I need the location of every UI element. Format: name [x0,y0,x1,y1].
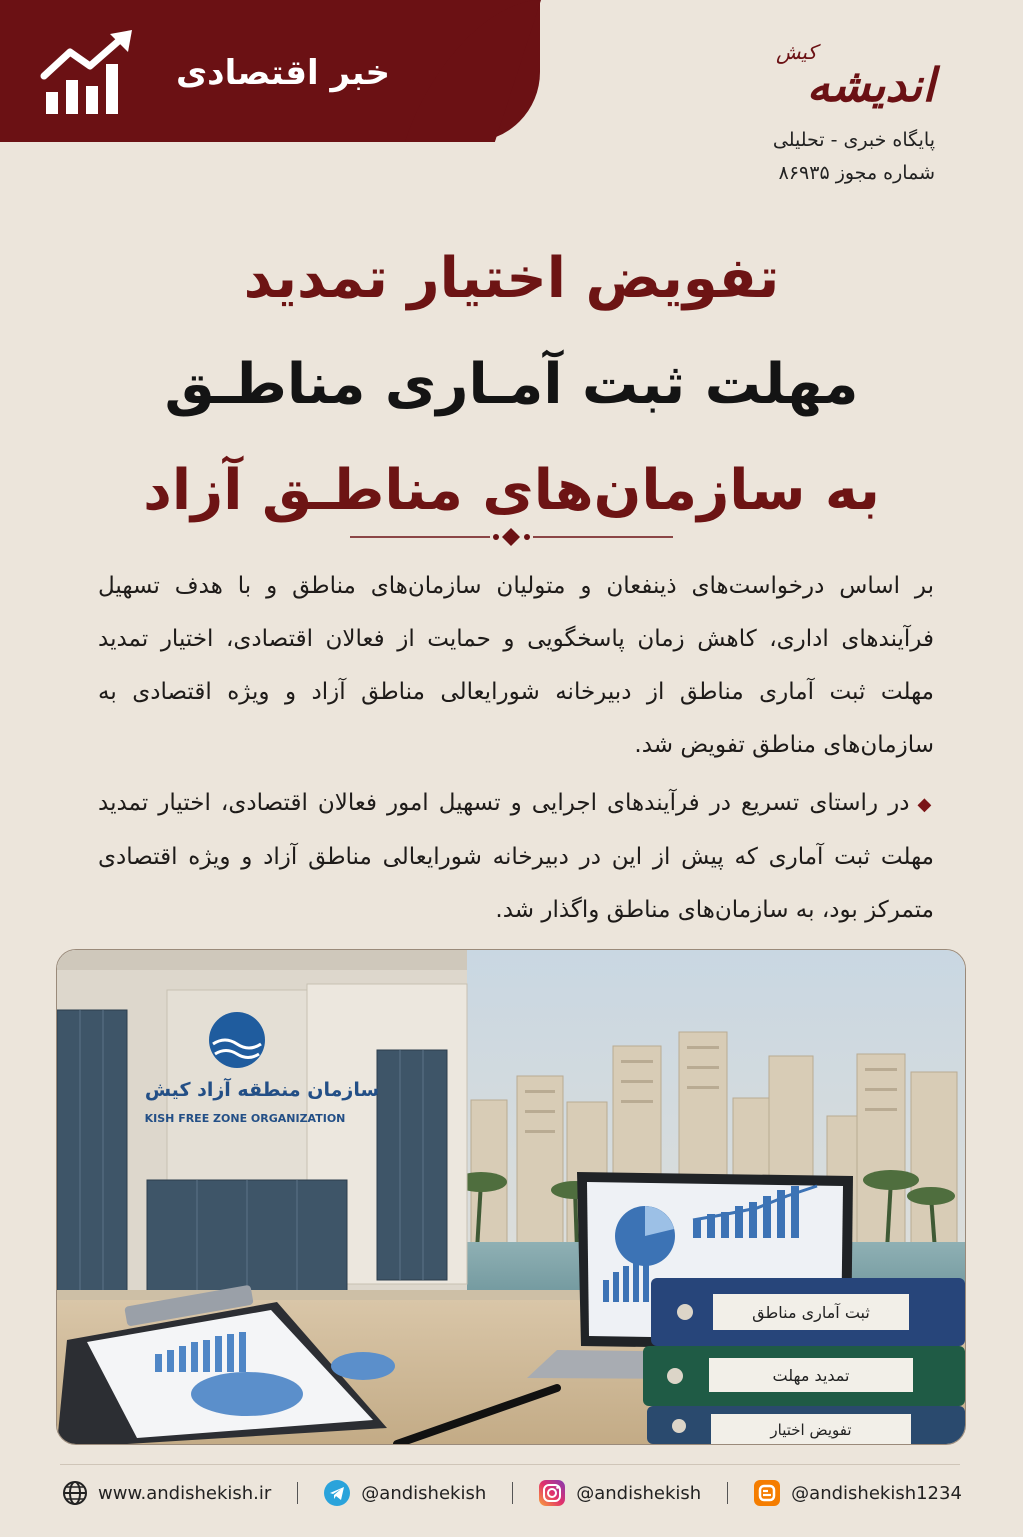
telegram-icon [323,1479,351,1507]
footer-divider [60,1464,960,1465]
ornament-divider [350,527,673,547]
footer-separator [512,1482,513,1504]
instagram-link[interactable] [538,1479,701,1507]
growth-chart-icon [40,30,136,116]
brand-logo [705,40,935,126]
building-sign-en: KISH FREE ZONE ORGANIZATION [144,1112,346,1125]
diamond-bullet-icon: ◆ [917,794,934,815]
blogger-text: @andishekish1234 [791,1482,962,1504]
news-photo [56,949,966,1445]
category-label: خبر اقتصادی [176,53,391,93]
footer [62,1476,962,1510]
footer-separator [727,1482,728,1504]
body-paragraph-1: بر اساس درخواست‌های ذینفعان و متولیان سازمان‌های مناطق و با هدف تسهیل فرآیندهای اداری، کاهش زمان پاسخگویی و حمایت از فعالان اقتصادی، اختیار تمدید مهلت ثبت آماری مناطق از دبیرخانه شورایعالی مناطق آزاد و ویژه اقتصادی به سازمان‌های مناطق تفویض شد. [98,573,934,758]
telegram-link[interactable] [323,1479,486,1507]
headline-line-3: به سازمان‌های مناطـق آزاد [143,458,880,523]
telegram-text: @andishekish [361,1482,487,1504]
logo-small-text: کیش [775,40,817,64]
website-text: www.andishekish.ir [98,1482,272,1504]
tagline-type: پایگاه خبری - تحلیلی [772,129,935,151]
category-banner [0,0,540,142]
headline-line-2: مهلت ثبت آمـاری مناطـق [164,352,859,417]
binder-label-1: ثبت آماری مناطق [752,1303,870,1322]
binder-label-3: تفویض اختیار [770,1421,852,1439]
blogger-icon [753,1479,781,1507]
brand-tagline [675,124,935,190]
instagram-icon [538,1479,566,1507]
tagline-license: شماره مجوز ۸۶۹۳۵ [778,162,935,184]
globe-icon [62,1480,88,1506]
photo-illustration [57,950,965,1444]
headline-line-1: تفویض اختیار تمدید [243,246,780,311]
body-paragraph-2 [98,777,934,937]
binder-label-2: تمدید مهلت [772,1366,850,1385]
body-paragraph-2-text: در راستای تسریع در فرآیندهای اجرایی و تسهیل امور فعالان اقتصادی، اختیار تمدید مهلت ثبت آماری که پیش از این در دبیرخانه شورایعالی مناطق آزاد و ویژه اقتصادی متمرکز بود، به سازمان‌های مناطق واگذار شد. [98,790,934,923]
headline [60,226,963,544]
building-sign-fa: سازمان منطقه آزاد کیش [144,1079,380,1101]
website-link[interactable] [62,1480,271,1506]
instagram-text: @andishekish [576,1482,702,1504]
footer-separator [297,1482,298,1504]
logo-main-text: اندیشه [806,58,935,112]
blogger-link[interactable] [753,1479,962,1507]
